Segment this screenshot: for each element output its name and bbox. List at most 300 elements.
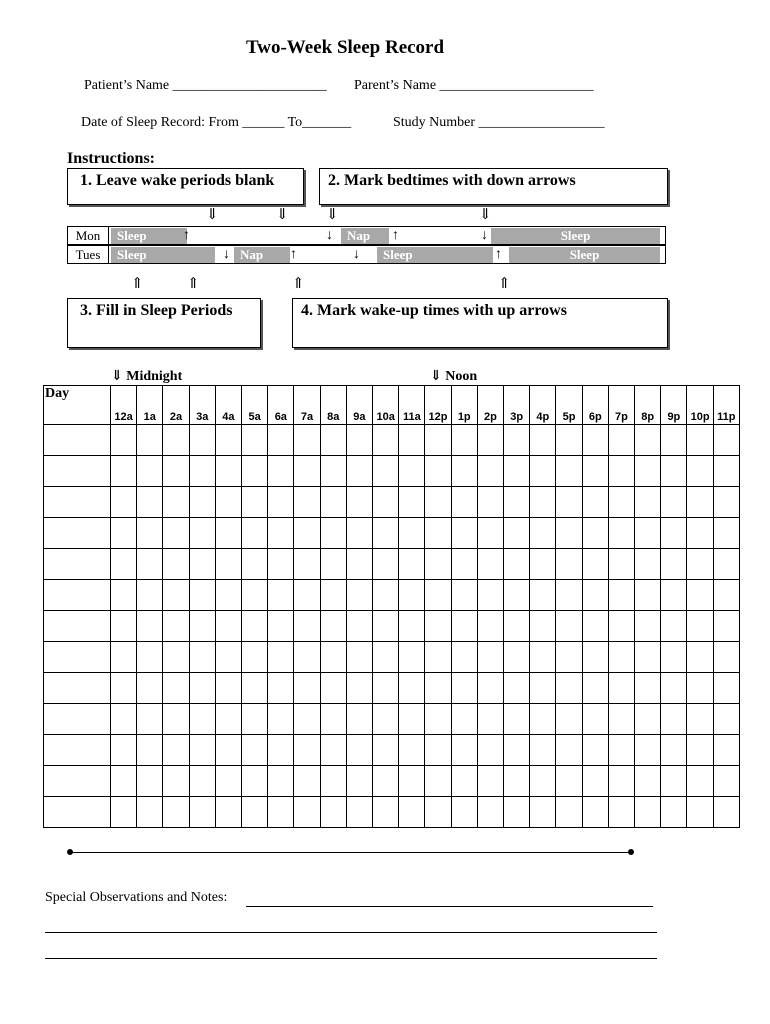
hour-cell[interactable] bbox=[661, 549, 687, 580]
hour-cell[interactable] bbox=[294, 580, 320, 611]
hour-cell[interactable] bbox=[635, 797, 661, 828]
hour-cell[interactable] bbox=[661, 580, 687, 611]
hour-cell[interactable] bbox=[635, 487, 661, 518]
hour-cell[interactable] bbox=[504, 704, 530, 735]
hour-cell[interactable] bbox=[137, 704, 163, 735]
hour-cell[interactable] bbox=[373, 580, 399, 611]
hour-cell[interactable] bbox=[477, 456, 503, 487]
hour-cell[interactable] bbox=[346, 642, 372, 673]
hour-cell[interactable] bbox=[530, 704, 556, 735]
day-cell[interactable] bbox=[44, 518, 111, 549]
hour-cell[interactable] bbox=[451, 549, 477, 580]
hour-cell[interactable] bbox=[137, 487, 163, 518]
hour-cell[interactable] bbox=[582, 611, 608, 642]
hour-cell[interactable] bbox=[137, 456, 163, 487]
hour-cell[interactable] bbox=[320, 580, 346, 611]
hour-cell[interactable] bbox=[661, 704, 687, 735]
hour-cell[interactable] bbox=[504, 735, 530, 766]
hour-cell[interactable] bbox=[242, 797, 268, 828]
hour-cell[interactable] bbox=[320, 642, 346, 673]
hour-cell[interactable] bbox=[242, 549, 268, 580]
hour-cell[interactable] bbox=[163, 673, 189, 704]
hour-cell[interactable] bbox=[215, 673, 241, 704]
hour-cell[interactable] bbox=[530, 611, 556, 642]
hour-cell[interactable] bbox=[504, 425, 530, 456]
hour-cell[interactable] bbox=[215, 487, 241, 518]
day-cell[interactable] bbox=[44, 797, 111, 828]
hour-cell[interactable] bbox=[661, 766, 687, 797]
hour-cell[interactable] bbox=[320, 735, 346, 766]
hour-cell[interactable] bbox=[399, 487, 425, 518]
hour-cell[interactable] bbox=[451, 580, 477, 611]
hour-cell[interactable] bbox=[137, 766, 163, 797]
hour-cell[interactable] bbox=[687, 425, 713, 456]
hour-cell[interactable] bbox=[530, 549, 556, 580]
hour-cell[interactable] bbox=[713, 797, 739, 828]
hour-cell[interactable] bbox=[451, 425, 477, 456]
hour-cell[interactable] bbox=[504, 549, 530, 580]
hour-cell[interactable] bbox=[425, 673, 451, 704]
hour-cell[interactable] bbox=[556, 673, 582, 704]
hour-cell[interactable] bbox=[242, 735, 268, 766]
hour-cell[interactable] bbox=[137, 735, 163, 766]
hour-cell[interactable] bbox=[608, 611, 634, 642]
hour-cell[interactable] bbox=[163, 611, 189, 642]
hour-cell[interactable] bbox=[556, 487, 582, 518]
hour-cell[interactable] bbox=[582, 766, 608, 797]
hour-cell[interactable] bbox=[635, 611, 661, 642]
hour-cell[interactable] bbox=[530, 642, 556, 673]
hour-cell[interactable] bbox=[399, 456, 425, 487]
hour-cell[interactable] bbox=[504, 611, 530, 642]
hour-cell[interactable] bbox=[661, 797, 687, 828]
hour-cell[interactable] bbox=[320, 704, 346, 735]
hour-cell[interactable] bbox=[189, 518, 215, 549]
hour-cell[interactable] bbox=[346, 456, 372, 487]
hour-cell[interactable] bbox=[399, 642, 425, 673]
hour-cell[interactable] bbox=[189, 766, 215, 797]
hour-cell[interactable] bbox=[477, 704, 503, 735]
hour-cell[interactable] bbox=[189, 735, 215, 766]
hour-cell[interactable] bbox=[320, 549, 346, 580]
hour-cell[interactable] bbox=[189, 487, 215, 518]
hour-cell[interactable] bbox=[582, 549, 608, 580]
hour-cell[interactable] bbox=[608, 425, 634, 456]
hour-cell[interactable] bbox=[425, 487, 451, 518]
hour-cell[interactable] bbox=[268, 673, 294, 704]
hour-cell[interactable] bbox=[504, 580, 530, 611]
hour-cell[interactable] bbox=[320, 456, 346, 487]
hour-cell[interactable] bbox=[661, 611, 687, 642]
hour-cell[interactable] bbox=[268, 797, 294, 828]
hour-cell[interactable] bbox=[556, 642, 582, 673]
hour-cell[interactable] bbox=[215, 766, 241, 797]
hour-cell[interactable] bbox=[556, 518, 582, 549]
hour-cell[interactable] bbox=[425, 580, 451, 611]
hour-cell[interactable] bbox=[687, 735, 713, 766]
hour-cell[interactable] bbox=[268, 549, 294, 580]
hour-cell[interactable] bbox=[451, 611, 477, 642]
hour-cell[interactable] bbox=[687, 487, 713, 518]
hour-cell[interactable] bbox=[399, 797, 425, 828]
hour-cell[interactable] bbox=[346, 518, 372, 549]
hour-cell[interactable] bbox=[163, 425, 189, 456]
hour-cell[interactable] bbox=[137, 673, 163, 704]
hour-cell[interactable] bbox=[556, 735, 582, 766]
hour-cell[interactable] bbox=[687, 456, 713, 487]
hour-cell[interactable] bbox=[425, 642, 451, 673]
hour-cell[interactable] bbox=[687, 642, 713, 673]
hour-cell[interactable] bbox=[373, 642, 399, 673]
hour-cell[interactable] bbox=[582, 673, 608, 704]
hour-cell[interactable] bbox=[713, 704, 739, 735]
hour-cell[interactable] bbox=[504, 642, 530, 673]
hour-cell[interactable] bbox=[582, 735, 608, 766]
hour-cell[interactable] bbox=[687, 673, 713, 704]
hour-cell[interactable] bbox=[320, 487, 346, 518]
hour-cell[interactable] bbox=[713, 766, 739, 797]
hour-cell[interactable] bbox=[294, 766, 320, 797]
hour-cell[interactable] bbox=[477, 642, 503, 673]
hour-cell[interactable] bbox=[556, 766, 582, 797]
hour-cell[interactable] bbox=[294, 797, 320, 828]
hour-cell[interactable] bbox=[215, 580, 241, 611]
hour-cell[interactable] bbox=[425, 735, 451, 766]
hour-cell[interactable] bbox=[504, 487, 530, 518]
hour-cell[interactable] bbox=[582, 456, 608, 487]
hour-cell[interactable] bbox=[451, 642, 477, 673]
hour-cell[interactable] bbox=[189, 797, 215, 828]
hour-cell[interactable] bbox=[608, 735, 634, 766]
hour-cell[interactable] bbox=[346, 580, 372, 611]
hour-cell[interactable] bbox=[111, 642, 137, 673]
hour-cell[interactable] bbox=[608, 766, 634, 797]
hour-cell[interactable] bbox=[399, 518, 425, 549]
hour-cell[interactable] bbox=[713, 518, 739, 549]
hour-cell[interactable] bbox=[111, 456, 137, 487]
hour-cell[interactable] bbox=[477, 673, 503, 704]
day-cell[interactable] bbox=[44, 580, 111, 611]
hour-cell[interactable] bbox=[530, 487, 556, 518]
hour-cell[interactable] bbox=[582, 642, 608, 673]
hour-cell[interactable] bbox=[425, 518, 451, 549]
hour-cell[interactable] bbox=[713, 673, 739, 704]
hour-cell[interactable] bbox=[477, 797, 503, 828]
hour-cell[interactable] bbox=[268, 735, 294, 766]
hour-cell[interactable] bbox=[425, 549, 451, 580]
hour-cell[interactable] bbox=[713, 735, 739, 766]
hour-cell[interactable] bbox=[687, 797, 713, 828]
hour-cell[interactable] bbox=[556, 611, 582, 642]
hour-cell[interactable] bbox=[556, 580, 582, 611]
hour-cell[interactable] bbox=[425, 425, 451, 456]
hour-cell[interactable] bbox=[215, 704, 241, 735]
hour-cell[interactable] bbox=[635, 642, 661, 673]
hour-cell[interactable] bbox=[635, 580, 661, 611]
hour-cell[interactable] bbox=[687, 549, 713, 580]
hour-cell[interactable] bbox=[504, 456, 530, 487]
hour-cell[interactable] bbox=[320, 518, 346, 549]
hour-cell[interactable] bbox=[608, 518, 634, 549]
hour-cell[interactable] bbox=[215, 425, 241, 456]
hour-cell[interactable] bbox=[504, 766, 530, 797]
hour-cell[interactable] bbox=[242, 456, 268, 487]
hour-cell[interactable] bbox=[346, 673, 372, 704]
hour-cell[interactable] bbox=[687, 518, 713, 549]
hour-cell[interactable] bbox=[530, 766, 556, 797]
hour-cell[interactable] bbox=[137, 425, 163, 456]
hour-cell[interactable] bbox=[608, 704, 634, 735]
hour-cell[interactable] bbox=[346, 487, 372, 518]
hour-cell[interactable] bbox=[346, 766, 372, 797]
hour-cell[interactable] bbox=[268, 580, 294, 611]
notes-line[interactable] bbox=[45, 958, 657, 959]
hour-cell[interactable] bbox=[504, 518, 530, 549]
hour-cell[interactable] bbox=[530, 673, 556, 704]
hour-cell[interactable] bbox=[346, 704, 372, 735]
hour-cell[interactable] bbox=[582, 797, 608, 828]
hour-cell[interactable] bbox=[661, 735, 687, 766]
hour-cell[interactable] bbox=[399, 549, 425, 580]
hour-cell[interactable] bbox=[111, 735, 137, 766]
hour-cell[interactable] bbox=[373, 735, 399, 766]
hour-cell[interactable] bbox=[163, 580, 189, 611]
hour-cell[interactable] bbox=[111, 487, 137, 518]
hour-cell[interactable] bbox=[373, 766, 399, 797]
hour-cell[interactable] bbox=[556, 797, 582, 828]
hour-cell[interactable] bbox=[215, 456, 241, 487]
hour-cell[interactable] bbox=[373, 704, 399, 735]
hour-cell[interactable] bbox=[451, 704, 477, 735]
hour-cell[interactable] bbox=[530, 456, 556, 487]
hour-cell[interactable] bbox=[713, 611, 739, 642]
hour-cell[interactable] bbox=[268, 456, 294, 487]
hour-cell[interactable] bbox=[530, 425, 556, 456]
hour-cell[interactable] bbox=[582, 704, 608, 735]
hour-cell[interactable] bbox=[111, 797, 137, 828]
hour-cell[interactable] bbox=[215, 642, 241, 673]
hour-cell[interactable] bbox=[137, 611, 163, 642]
hour-cell[interactable] bbox=[189, 549, 215, 580]
hour-cell[interactable] bbox=[687, 704, 713, 735]
hour-cell[interactable] bbox=[399, 673, 425, 704]
day-cell[interactable] bbox=[44, 766, 111, 797]
hour-cell[interactable] bbox=[635, 766, 661, 797]
hour-cell[interactable] bbox=[268, 766, 294, 797]
hour-cell[interactable] bbox=[451, 797, 477, 828]
hour-cell[interactable] bbox=[425, 766, 451, 797]
hour-cell[interactable] bbox=[399, 580, 425, 611]
day-cell[interactable] bbox=[44, 704, 111, 735]
hour-cell[interactable] bbox=[713, 580, 739, 611]
hour-cell[interactable] bbox=[451, 487, 477, 518]
hour-cell[interactable] bbox=[556, 425, 582, 456]
hour-cell[interactable] bbox=[451, 518, 477, 549]
hour-cell[interactable] bbox=[608, 673, 634, 704]
hour-cell[interactable] bbox=[294, 673, 320, 704]
hour-cell[interactable] bbox=[294, 611, 320, 642]
hour-cell[interactable] bbox=[294, 425, 320, 456]
hour-cell[interactable] bbox=[268, 425, 294, 456]
day-cell[interactable] bbox=[44, 611, 111, 642]
hour-cell[interactable] bbox=[635, 673, 661, 704]
hour-cell[interactable] bbox=[242, 673, 268, 704]
hour-cell[interactable] bbox=[582, 518, 608, 549]
notes-line[interactable] bbox=[45, 932, 657, 933]
hour-cell[interactable] bbox=[268, 487, 294, 518]
hour-cell[interactable] bbox=[477, 735, 503, 766]
hour-cell[interactable] bbox=[399, 766, 425, 797]
hour-cell[interactable] bbox=[451, 766, 477, 797]
hour-cell[interactable] bbox=[111, 425, 137, 456]
hour-cell[interactable] bbox=[582, 425, 608, 456]
hour-cell[interactable] bbox=[477, 580, 503, 611]
hour-cell[interactable] bbox=[373, 425, 399, 456]
hour-cell[interactable] bbox=[608, 549, 634, 580]
hour-cell[interactable] bbox=[399, 704, 425, 735]
hour-cell[interactable] bbox=[346, 735, 372, 766]
hour-cell[interactable] bbox=[425, 797, 451, 828]
hour-cell[interactable] bbox=[215, 735, 241, 766]
hour-cell[interactable] bbox=[111, 611, 137, 642]
hour-cell[interactable] bbox=[608, 487, 634, 518]
hour-cell[interactable] bbox=[320, 797, 346, 828]
hour-cell[interactable] bbox=[268, 642, 294, 673]
hour-cell[interactable] bbox=[425, 704, 451, 735]
hour-cell[interactable] bbox=[399, 735, 425, 766]
hour-cell[interactable] bbox=[399, 425, 425, 456]
hour-cell[interactable] bbox=[530, 580, 556, 611]
hour-cell[interactable] bbox=[687, 766, 713, 797]
hour-cell[interactable] bbox=[713, 549, 739, 580]
hour-cell[interactable] bbox=[163, 549, 189, 580]
hour-cell[interactable] bbox=[608, 642, 634, 673]
hour-cell[interactable] bbox=[189, 425, 215, 456]
hour-cell[interactable] bbox=[661, 642, 687, 673]
hour-cell[interactable] bbox=[163, 518, 189, 549]
hour-cell[interactable] bbox=[294, 642, 320, 673]
hour-cell[interactable] bbox=[399, 611, 425, 642]
hour-cell[interactable] bbox=[661, 425, 687, 456]
hour-cell[interactable] bbox=[530, 735, 556, 766]
hour-cell[interactable] bbox=[373, 518, 399, 549]
hour-cell[interactable] bbox=[687, 611, 713, 642]
hour-cell[interactable] bbox=[373, 611, 399, 642]
notes-line[interactable] bbox=[246, 906, 653, 907]
hour-cell[interactable] bbox=[294, 549, 320, 580]
hour-cell[interactable] bbox=[373, 673, 399, 704]
hour-cell[interactable] bbox=[373, 549, 399, 580]
hour-cell[interactable] bbox=[215, 549, 241, 580]
hour-cell[interactable] bbox=[137, 580, 163, 611]
hour-cell[interactable] bbox=[346, 611, 372, 642]
hour-cell[interactable] bbox=[425, 611, 451, 642]
hour-cell[interactable] bbox=[242, 642, 268, 673]
hour-cell[interactable] bbox=[163, 735, 189, 766]
date-range-field[interactable]: Date of Sleep Record: From ______ To_______ bbox=[81, 115, 352, 130]
hour-cell[interactable] bbox=[635, 425, 661, 456]
hour-cell[interactable] bbox=[320, 766, 346, 797]
hour-cell[interactable] bbox=[163, 456, 189, 487]
hour-cell[interactable] bbox=[504, 673, 530, 704]
hour-cell[interactable] bbox=[346, 425, 372, 456]
hour-cell[interactable] bbox=[477, 611, 503, 642]
hour-cell[interactable] bbox=[373, 456, 399, 487]
hour-cell[interactable] bbox=[582, 487, 608, 518]
hour-cell[interactable] bbox=[451, 673, 477, 704]
hour-cell[interactable] bbox=[477, 487, 503, 518]
day-cell[interactable] bbox=[44, 425, 111, 456]
hour-cell[interactable] bbox=[451, 456, 477, 487]
hour-cell[interactable] bbox=[111, 673, 137, 704]
hour-cell[interactable] bbox=[373, 487, 399, 518]
hour-cell[interactable] bbox=[556, 704, 582, 735]
hour-cell[interactable] bbox=[635, 549, 661, 580]
hour-cell[interactable] bbox=[320, 425, 346, 456]
hour-cell[interactable] bbox=[189, 580, 215, 611]
hour-cell[interactable] bbox=[137, 518, 163, 549]
hour-cell[interactable] bbox=[608, 797, 634, 828]
hour-cell[interactable] bbox=[111, 518, 137, 549]
hour-cell[interactable] bbox=[294, 704, 320, 735]
hour-cell[interactable] bbox=[294, 456, 320, 487]
hour-cell[interactable] bbox=[556, 549, 582, 580]
hour-cell[interactable] bbox=[137, 642, 163, 673]
hour-cell[interactable] bbox=[137, 549, 163, 580]
hour-cell[interactable] bbox=[163, 487, 189, 518]
hour-cell[interactable] bbox=[477, 766, 503, 797]
hour-cell[interactable] bbox=[163, 766, 189, 797]
day-cell[interactable] bbox=[44, 549, 111, 580]
hour-cell[interactable] bbox=[242, 487, 268, 518]
hour-cell[interactable] bbox=[111, 580, 137, 611]
hour-cell[interactable] bbox=[189, 642, 215, 673]
hour-cell[interactable] bbox=[687, 580, 713, 611]
hour-cell[interactable] bbox=[242, 704, 268, 735]
day-cell[interactable] bbox=[44, 456, 111, 487]
hour-cell[interactable] bbox=[504, 797, 530, 828]
study-number-field[interactable]: Study Number __________________ bbox=[393, 115, 605, 130]
day-cell[interactable] bbox=[44, 673, 111, 704]
hour-cell[interactable] bbox=[242, 425, 268, 456]
hour-cell[interactable] bbox=[713, 456, 739, 487]
hour-cell[interactable] bbox=[346, 549, 372, 580]
hour-cell[interactable] bbox=[582, 580, 608, 611]
hour-cell[interactable] bbox=[425, 456, 451, 487]
hour-cell[interactable] bbox=[713, 425, 739, 456]
day-cell[interactable] bbox=[44, 735, 111, 766]
hour-cell[interactable] bbox=[608, 580, 634, 611]
hour-cell[interactable] bbox=[215, 797, 241, 828]
hour-cell[interactable] bbox=[189, 673, 215, 704]
hour-cell[interactable] bbox=[530, 797, 556, 828]
hour-cell[interactable] bbox=[189, 611, 215, 642]
hour-cell[interactable] bbox=[530, 518, 556, 549]
hour-cell[interactable] bbox=[477, 425, 503, 456]
parent-name-field[interactable]: Parent’s Name ______________________ bbox=[354, 78, 594, 93]
hour-cell[interactable] bbox=[111, 704, 137, 735]
hour-cell[interactable] bbox=[608, 456, 634, 487]
hour-cell[interactable] bbox=[268, 704, 294, 735]
hour-cell[interactable] bbox=[556, 456, 582, 487]
hour-cell[interactable] bbox=[215, 518, 241, 549]
hour-cell[interactable] bbox=[477, 518, 503, 549]
hour-cell[interactable] bbox=[111, 549, 137, 580]
hour-cell[interactable] bbox=[189, 456, 215, 487]
hour-cell[interactable] bbox=[635, 704, 661, 735]
hour-cell[interactable] bbox=[635, 735, 661, 766]
hour-cell[interactable] bbox=[111, 766, 137, 797]
